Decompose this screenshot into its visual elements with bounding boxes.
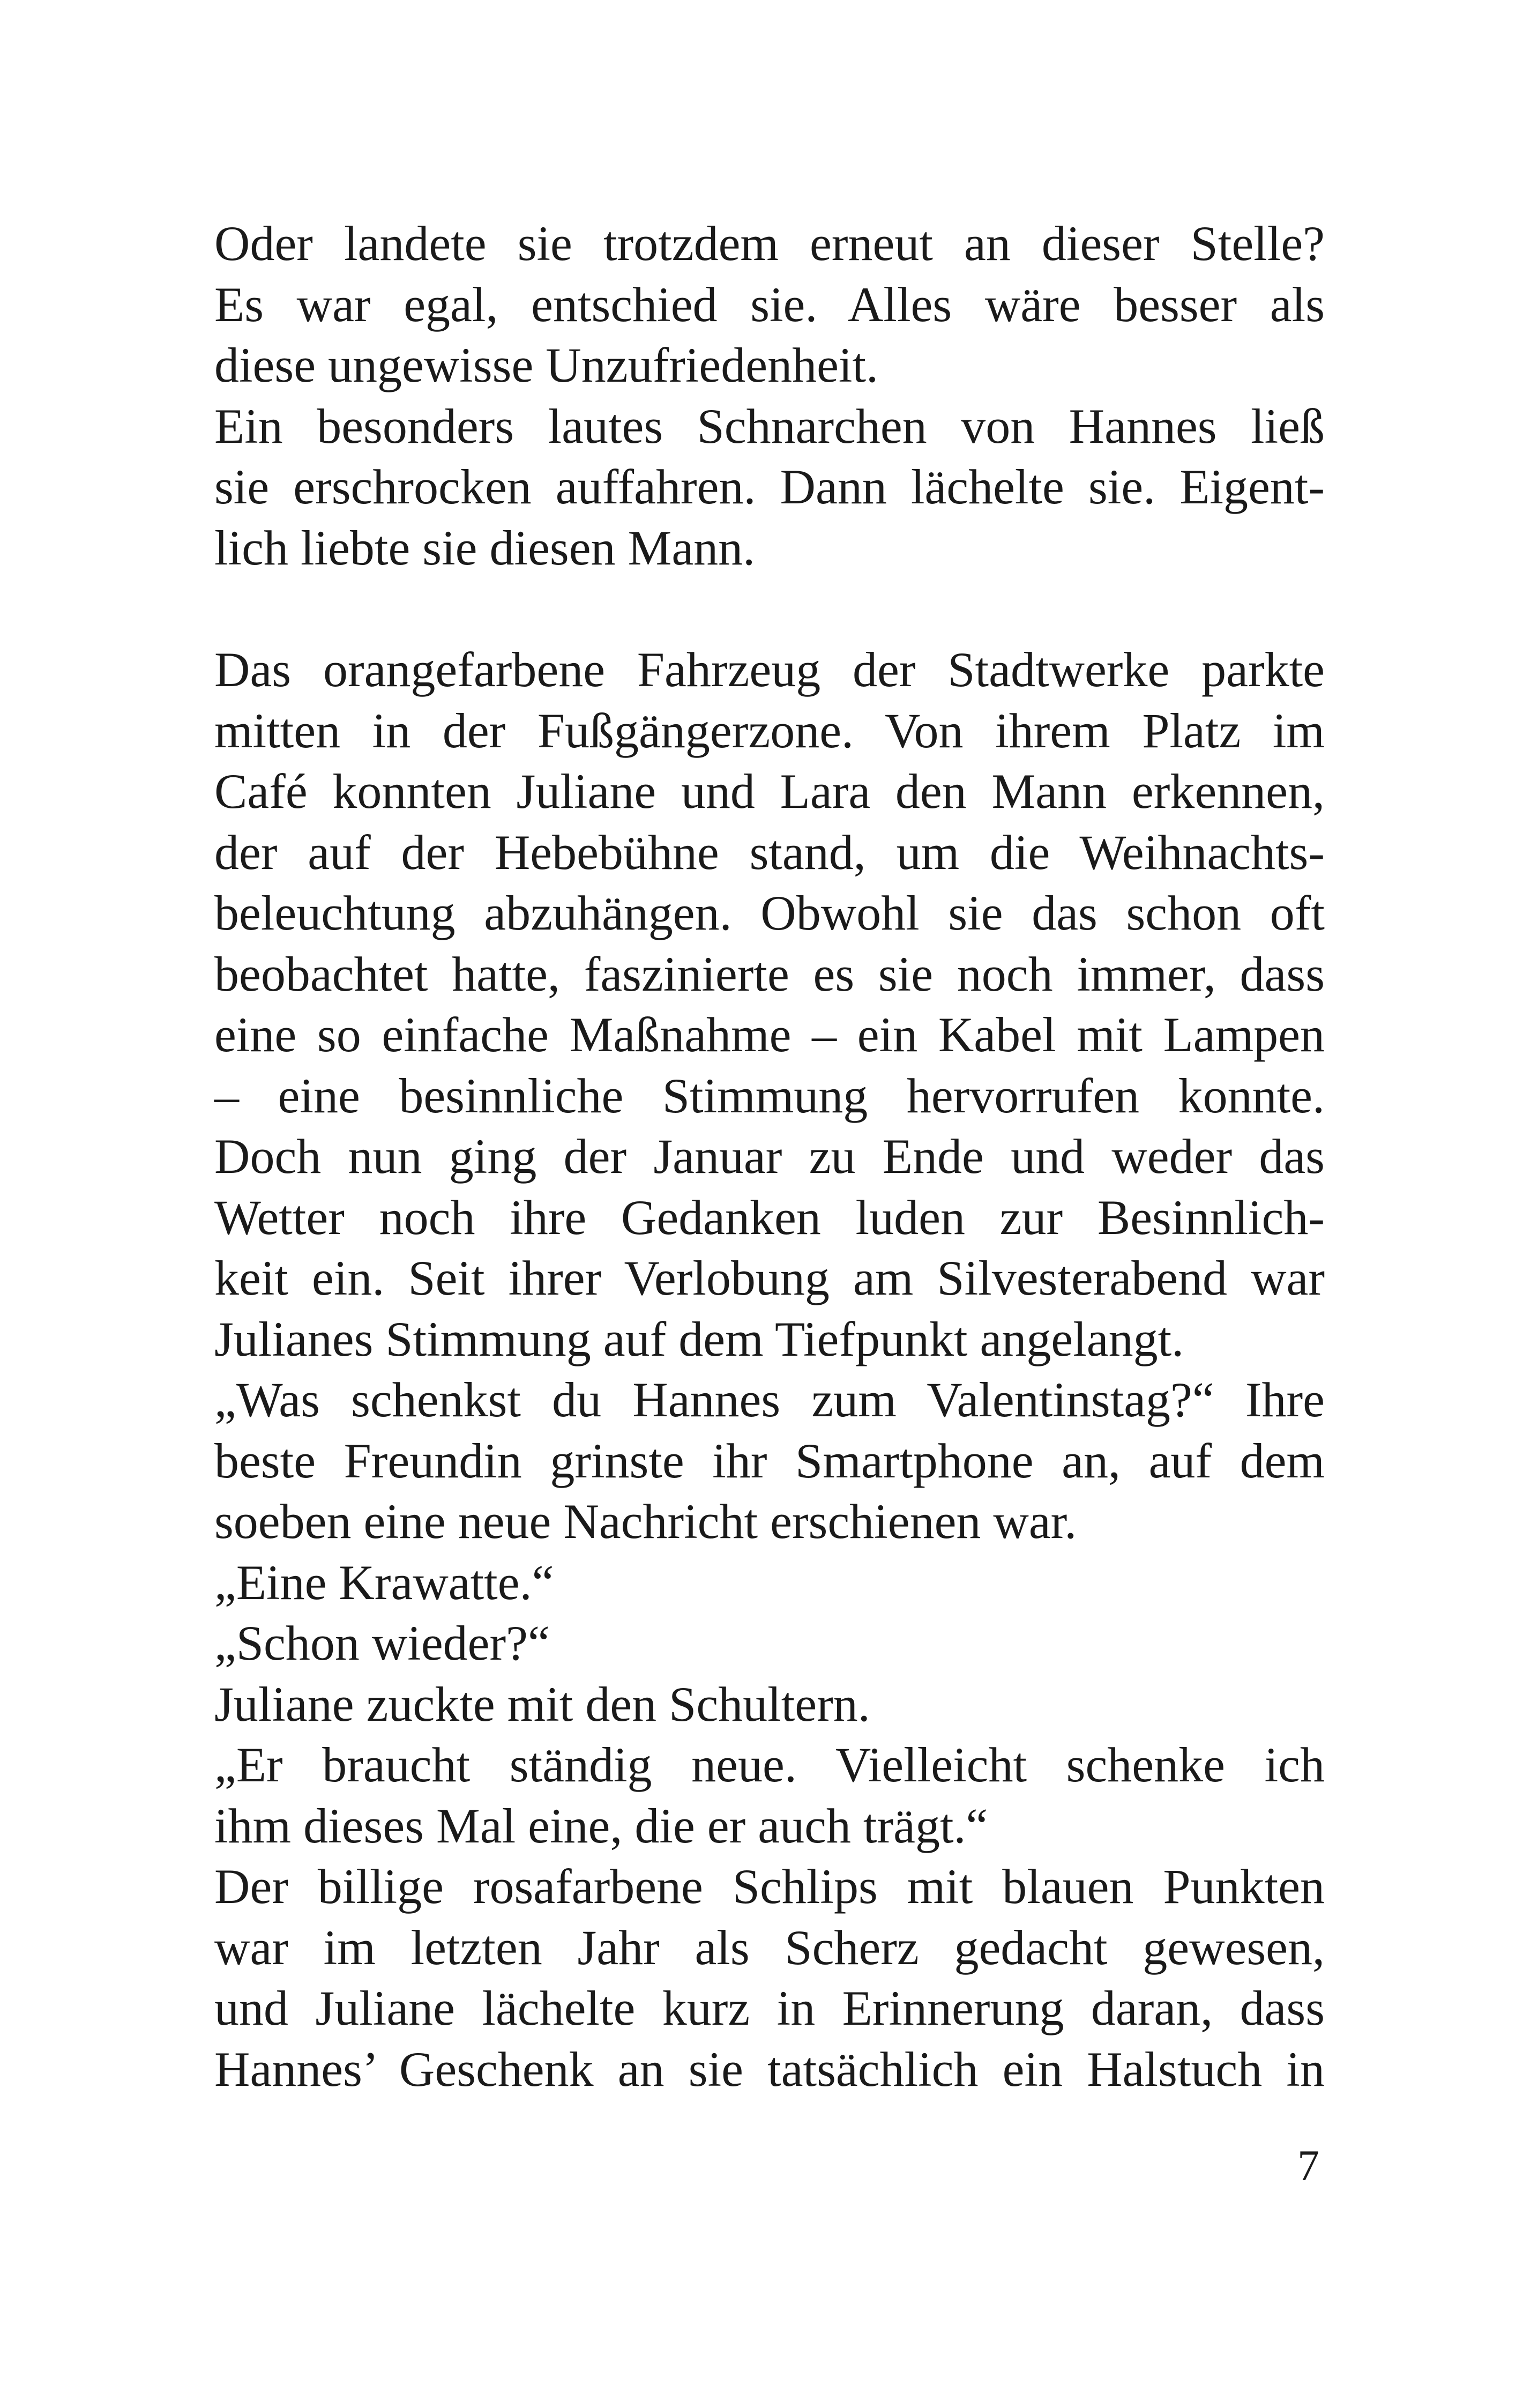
text-line: beleuchtung abzuhängen. Obwohl sie das schon oft: [214, 886, 1325, 940]
text-line: „Er braucht ständig neue. Vielleicht schenke ich: [214, 1737, 1325, 1792]
text-line: Doch nun ging der Januar zu Ende und weder das: [214, 1129, 1325, 1184]
text-line: Hannes’ Geschenk an sie tatsächlich ein Halstuch in: [214, 2041, 1325, 2097]
text-line: lich liebte sie diesen Mann.: [214, 520, 756, 575]
text-line: war im letzten Jahr als Scherz gedacht gewesen,: [214, 1920, 1325, 1975]
text-line: „Schon wieder?“: [214, 1616, 550, 1670]
text-line: „Eine Krawatte.“: [214, 1555, 554, 1610]
text-line: Juliane zuckte mit den Schultern.: [214, 1676, 870, 1731]
text-line: Das orangefarbene Fahrzeug der Stadtwerke parkte: [214, 642, 1325, 697]
text-line: „Was schenkst du Hannes zum Valentinstag?“ Ihre: [214, 1372, 1325, 1427]
text-line: Julianes Stimmung auf dem Tiefpunkt angelangt.: [214, 1311, 1184, 1366]
text-line: Der billige rosafarbene Schlips mit blauen Punkten: [214, 1859, 1325, 1914]
paragraph-2: [214, 640, 1325, 2100]
text-line: sie erschrocken auffahren. Dann lächelte sie. Eigent-: [214, 459, 1325, 514]
paragraph-1: [214, 213, 1325, 578]
text-line: Ein besonders lautes Schnarchen von Hannes ließ: [214, 398, 1325, 454]
text-line: beobachtet hatte, faszinierte es sie noch immer, dass: [214, 946, 1325, 1001]
text-line: – eine besinnliche Stimmung hervorrufen konnte.: [214, 1068, 1325, 1123]
text-line: ihm dieses Mal eine, die er auch trägt.“: [214, 1798, 988, 1853]
text-line: mitten in der Fußgängerzone. Von ihrem Platz im: [214, 703, 1325, 758]
text-line: und Juliane lächelte kurz in Erinnerung daran, dass: [214, 1981, 1325, 2035]
text-line: beste Freundin grinste ihr Smartphone an, auf dem: [214, 1433, 1325, 1488]
text-line: Wetter noch ihre Gedanken luden zur Besinnlich-: [214, 1190, 1325, 1245]
text-line: der auf der Hebebühne stand, um die Weihnachts-: [214, 824, 1325, 880]
text-line: diese ungewisse Unzufriedenheit.: [214, 338, 879, 392]
text-line: soeben eine neue Nachricht erschienen war.: [214, 1494, 1077, 1549]
text-line: eine so einfache Maßnahme – ein Kabel mit Lampen: [214, 1007, 1325, 1062]
text-line: Café konnten Juliane und Lara den Mann erkennen,: [214, 764, 1325, 819]
page-number: 7: [1297, 2141, 1319, 2190]
text-line: keit ein. Seit ihrer Verlobung am Silvesterabend war: [214, 1251, 1325, 1305]
text-line: Es war egal, entschied sie. Alles wäre besser als: [214, 277, 1325, 332]
text-line: Oder landete sie trotzdem erneut an dieser Stelle?: [214, 216, 1325, 271]
